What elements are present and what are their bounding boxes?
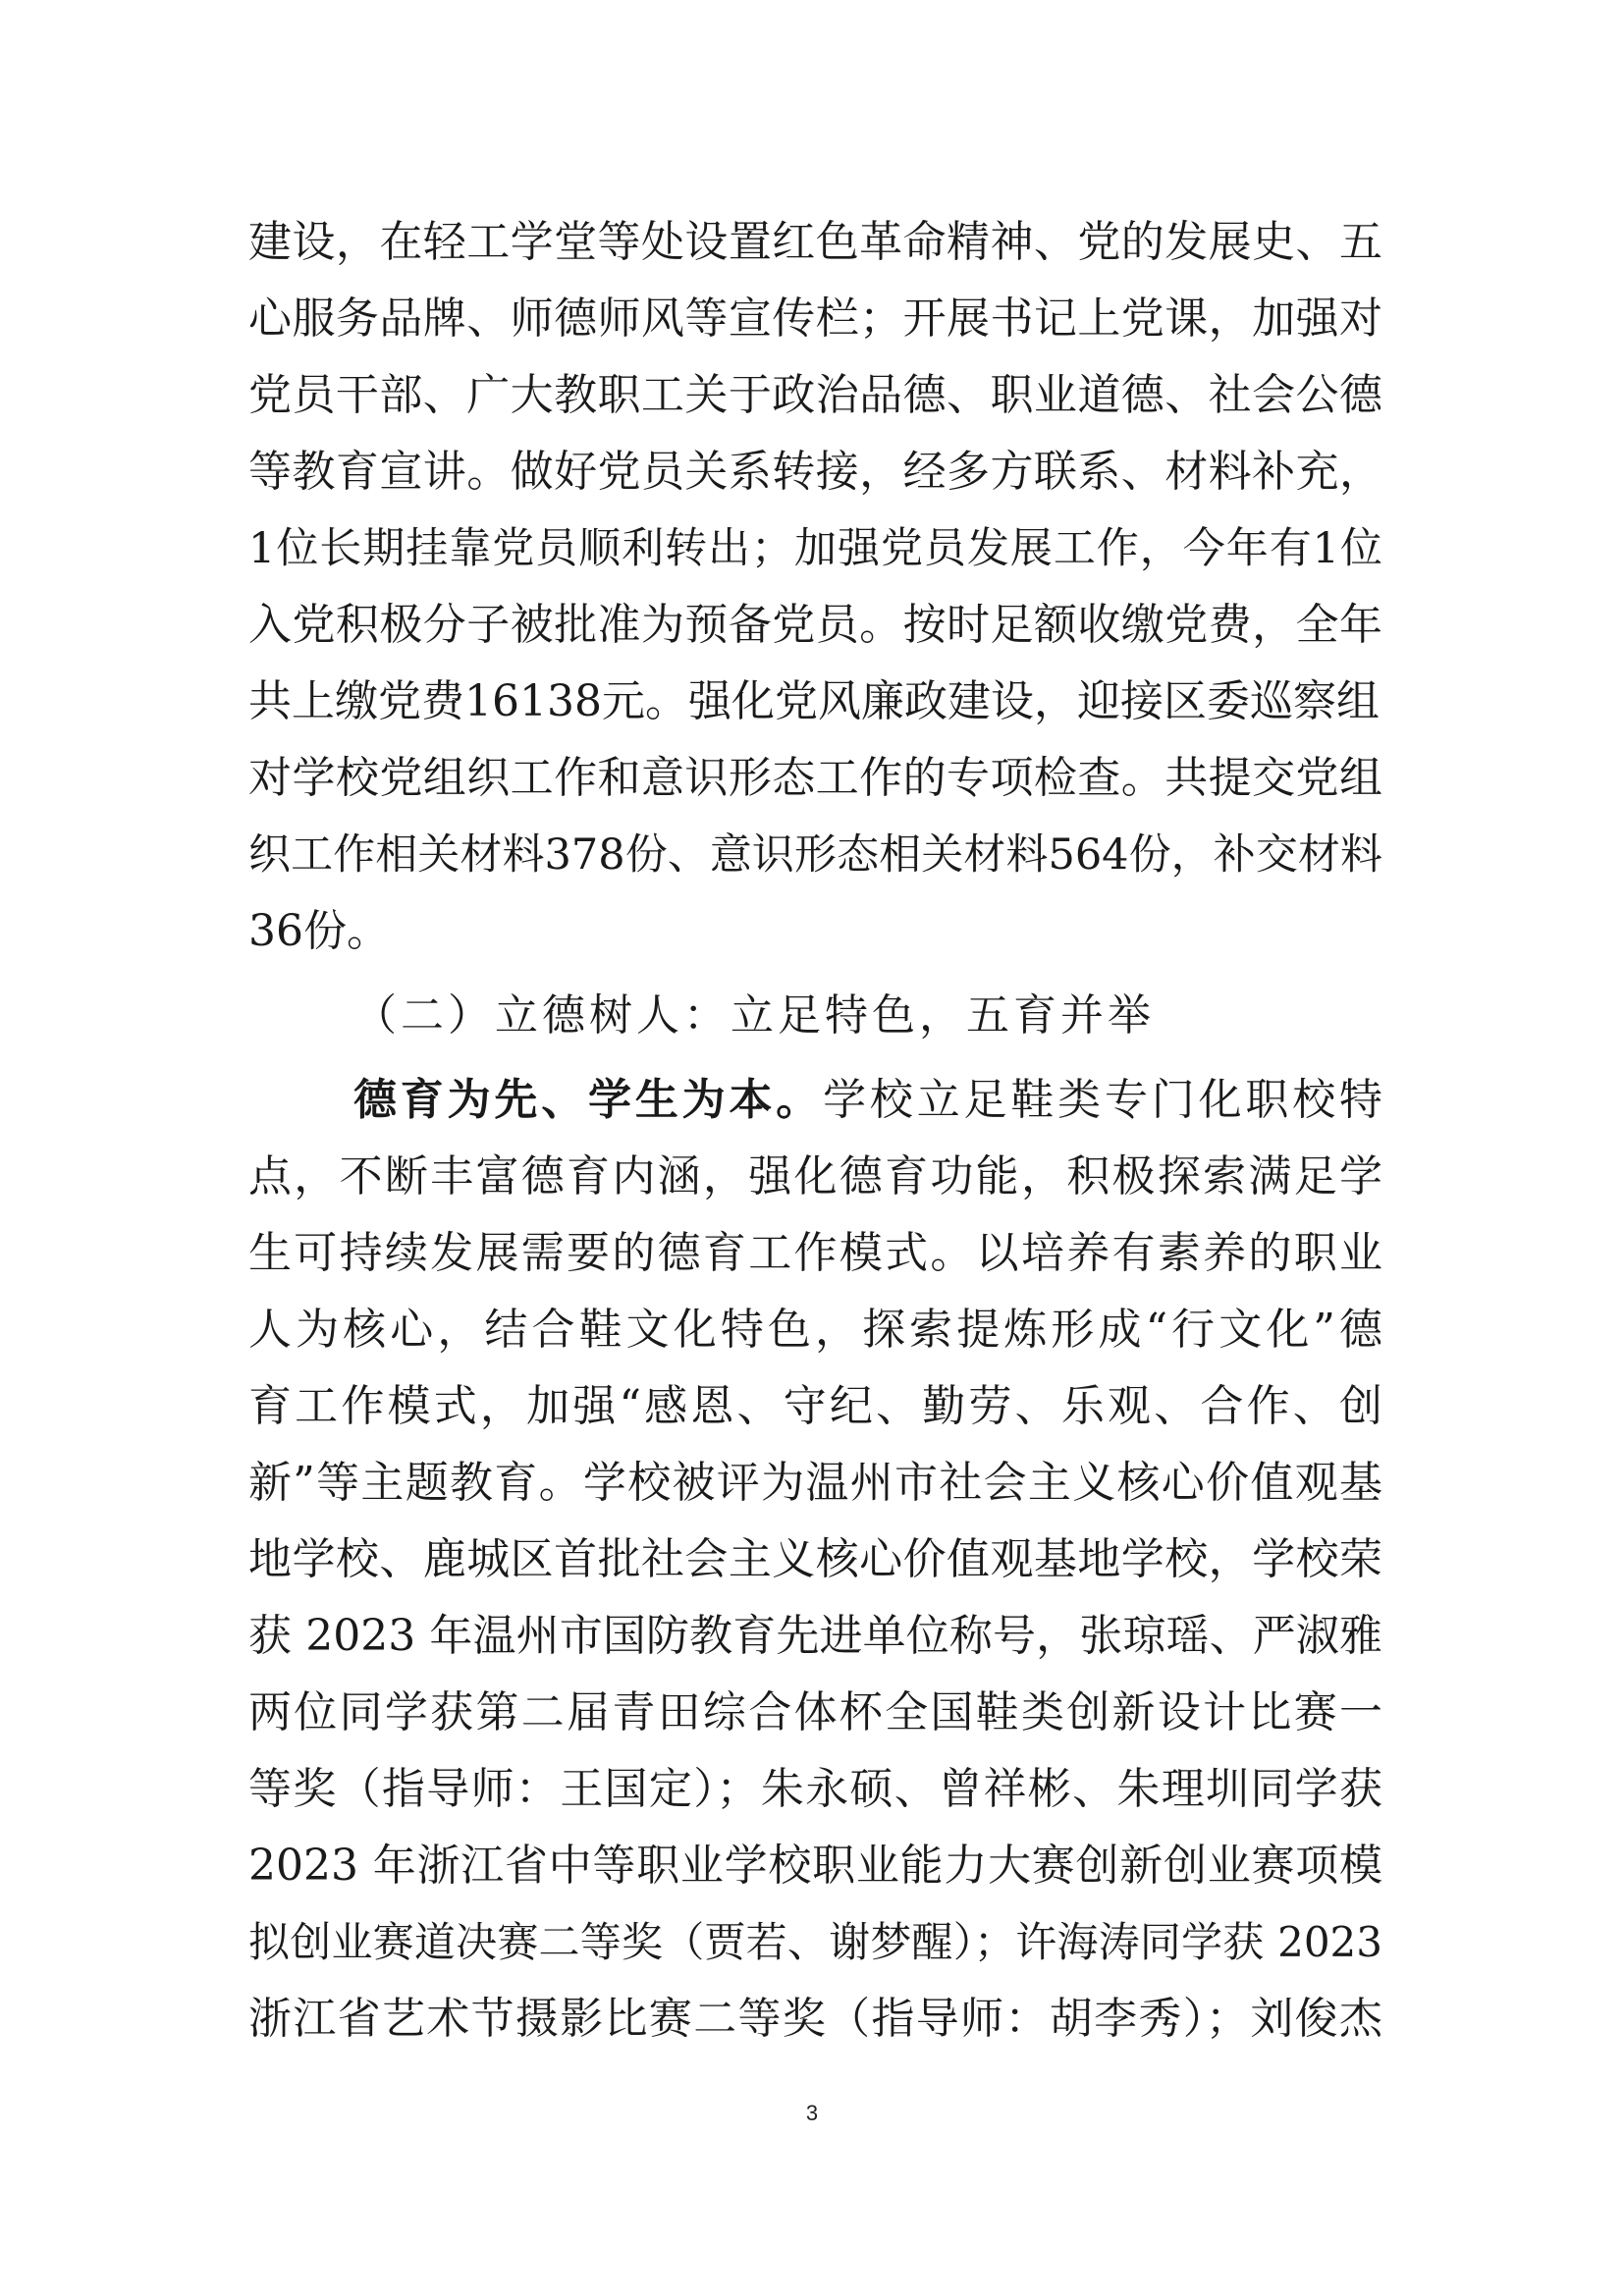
text-line: 心服务品牌、师德师风等宣传栏；开展书记上党课，加强对 bbox=[248, 294, 1382, 344]
text-line: 36份。 bbox=[248, 906, 390, 956]
text-line: 地学校、鹿城区首批社会主义核心价值观基地学校，学校荣 bbox=[248, 1534, 1382, 1584]
text-line: 两位同学获第二届青田综合体杯全国鞋类创新设计比赛一 bbox=[248, 1687, 1382, 1737]
text-line: 生可持续发展需要的德育工作模式。以培养有素养的职业 bbox=[248, 1228, 1382, 1278]
text-line: 人为核心，结合鞋文化特色，探索提炼形成“行文化”德 bbox=[248, 1305, 1382, 1355]
text-line: 入党积极分子被批准为预备党员。按时足额收缴党费，全年 bbox=[248, 600, 1382, 650]
text-line: 等教育宣讲。做好党员关系转接，经多方联系、材料补充， bbox=[248, 447, 1382, 497]
text-line: 浙江省艺术节摄影比赛二等奖（指导师：胡李秀）；刘俊杰 bbox=[248, 1994, 1382, 2044]
text-line: 点，不断丰富德育内涵，强化德育功能，积极探索满足学 bbox=[248, 1151, 1382, 1201]
text-line: 等奖（指导师：王国定）；朱永硕、曾祥彬、朱理圳同学获 bbox=[248, 1764, 1382, 1814]
text-line: 共上缴党费16138元。强化党风廉政建设，迎接区委巡察组 bbox=[248, 676, 1380, 726]
text-line-first bbox=[353, 1062, 1382, 1139]
paragraph-lead-rest: 学校立足鞋类专门化职校特 bbox=[823, 1075, 1383, 1125]
page-number: 3 bbox=[805, 2101, 819, 2125]
text-line: 建设，在轻工学堂等处设置红色革命精神、党的发展史、五 bbox=[248, 217, 1382, 267]
text-line: 新”等主题教育。学校被评为温州市社会主义核心价值观基 bbox=[248, 1458, 1382, 1508]
text-line: 织工作相关材料378份、意识形态相关材料564份，补交材料 bbox=[248, 830, 1382, 880]
section-heading: （二）立德树人：立足特色，五育并举 bbox=[353, 990, 1155, 1041]
text-line: 育工作模式，加强“感恩、守纪、勤劳、乐观、合作、创 bbox=[248, 1381, 1382, 1431]
text-line: 获 2023 年温州市国防教育先进单位称号，张琼瑶、严淑雅 bbox=[248, 1611, 1382, 1661]
text-line: 党员干部、广大教职工关于政治品德、职业道德、社会公德 bbox=[248, 370, 1382, 420]
paragraph-lead-bold: 德育为先、学生为本。 bbox=[353, 1075, 824, 1125]
text-line: 1位长期挂靠党员顺利转出；加强党员发展工作，今年有1位 bbox=[248, 524, 1382, 573]
text-line: 拟创业赛道决赛二等奖（贾若、谢梦醒）；许海涛同学获 2023 bbox=[248, 1918, 1382, 1966]
text-line: 对学校党组织工作和意识形态工作的专项检查。共提交党组 bbox=[248, 753, 1382, 803]
text-line: 2023 年浙江省中等职业学校职业能力大赛创新创业赛项模 bbox=[248, 1841, 1382, 1891]
